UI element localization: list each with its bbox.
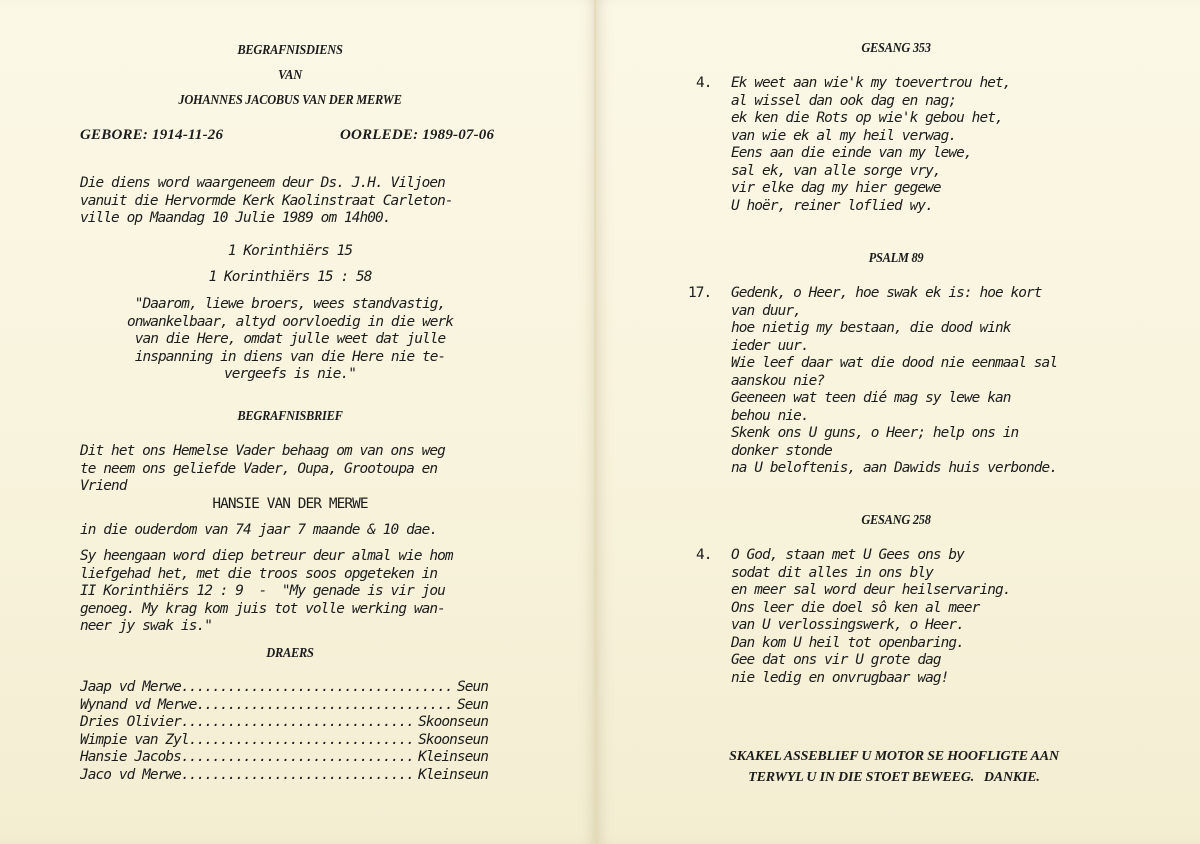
bearer-name: Hansie Jacobs — [80, 749, 181, 765]
birth-date: GEBORE: 1914-11-26 — [80, 127, 224, 143]
bearer-name: Wynand vd Merwe — [80, 696, 197, 713]
hymn-1-verse-number: 4. — [696, 75, 712, 91]
funeral-letter-intro: Dit het ons Hemelse Vader behaag om van ons weg te neem ons geliefde Vader, Oupa, Grootoupa en Vriend — [80, 443, 445, 494]
bearer-row — [80, 679, 488, 697]
right-page — [596, 0, 1200, 844]
bearers-heading: DRAERS — [266, 645, 314, 660]
funeral-letter-heading: BEGRAFNISBRIEF — [237, 408, 343, 423]
deceased-full-name: JOHANNES JACOBUS VAN DER MERWE — [178, 92, 402, 107]
bearer-role: Skoonseun — [418, 731, 488, 748]
funeral-letter-close: Sy heengaan word diep betreur deur almal wie hom liefgehad het, met die troos soos opgeteken in II Korinthiërs 12 : 9 - "My genade is vir jou genoeg. My krag kom juis tot volle werking wan- neer jy swak is." — [80, 548, 453, 634]
psalm-verse-number: 17. — [688, 285, 712, 301]
service-details: Die diens word waargeneem deur Ds. J.H. Viljoen vanuit die Hervormde Kerk Kaolinstraat Carleton- ville op Maandag 10 Julie 1989 om 14h00. — [80, 175, 453, 226]
funeral-letter-name: HANSIE VAN DER MERWE — [212, 496, 368, 512]
bearer-name: Jaco vd Merwe — [80, 766, 181, 783]
hymn-1-text: Ek weet aan wie'k my toevertrou het, al wissel dan ook dag en nag; ek ken die Rots op wie'k gebou het, van wie ek al my heil verwag. Eens aan die einde van my lewe, sal ek, van alle sorge vry, vir elke dag my hier gegewe U hoër, reiner loflied wy. — [731, 75, 1011, 214]
hymn-2-title: GESANG 258 — [861, 512, 931, 527]
hymn-2-text: O God, staan met U Gees ons by sodat dit alles in ons bly en meer sal word deur heilservaring. Ons leer die doel sô ken al meer van U verlossingswerk, o Heer. Dan kom U heil tot openbaring. Gee dat ons vir U grote dag nie ledig en onvrugbaar wag! — [731, 547, 1011, 686]
bearer-row — [80, 767, 488, 785]
psalm-text: Gedenk, o Heer, hoe swak ek is: hoe kort van duur, hoe nietig my bestaan, die dood wink ieder uur. Wie leef daar wat die dood nie eenmaal sal aanskou nie? Geeneen wat teen dié mag sy lewe kan behou nie. Skenk ons U guns, o Heer; help ons in donker stonde na U beloftenis, aan Dawids huis verbonde. — [731, 285, 1058, 476]
bearer-role: Seun — [456, 696, 488, 713]
bearer-name: Wimpie van Zyl — [80, 731, 189, 748]
psalm-title: PSALM 89 — [868, 250, 924, 265]
funeral-letter-age: in die ouderdom van 74 jaar 7 maande & 10 dae. — [80, 522, 438, 538]
bearer-row — [80, 732, 488, 750]
bearer-name: Dries Olivier — [80, 714, 181, 730]
bearer-row — [80, 714, 488, 732]
death-date: OORLEDE: 1989-07-06 — [340, 127, 495, 143]
bearer-role: Seun — [456, 679, 488, 695]
bearer-role: Skoonseun — [418, 714, 488, 730]
hymn-1-title: GESANG 353 — [861, 40, 931, 55]
service-title: BEGRAFNISDIENS — [237, 42, 343, 57]
bearer-role: Kleinseun — [418, 766, 488, 783]
bearer-row — [80, 697, 488, 715]
service-title-van: VAN — [278, 67, 302, 82]
scripture-reading-1: 1 Korinthiërs 15 — [227, 243, 353, 259]
left-page — [0, 0, 596, 844]
hymn-2-verse-number: 4. — [696, 547, 712, 563]
scripture-quote: "Daarom, liewe broers, wees standvastig, onwankelbaar, altyd oorvloedig in die werk van die Here, omdat julle weet dat julle inspanning in diens van die Here nie te- vergeefs is nie." — [126, 296, 454, 382]
bearer-name: Jaap vd Merwe — [80, 679, 181, 695]
bearers-list — [80, 679, 488, 784]
scripture-reading-2: 1 Korinthiërs 15 : 58 — [208, 269, 372, 285]
procession-notice: SKAKEL ASSEBLIEF U MOTOR SE HOOFLIGTE AAN TERWYL U IN DIE STOET BEWEEG. DANKIE. — [729, 749, 1059, 785]
bearer-row — [80, 749, 488, 767]
bearer-role: Kleinseun — [418, 749, 488, 765]
